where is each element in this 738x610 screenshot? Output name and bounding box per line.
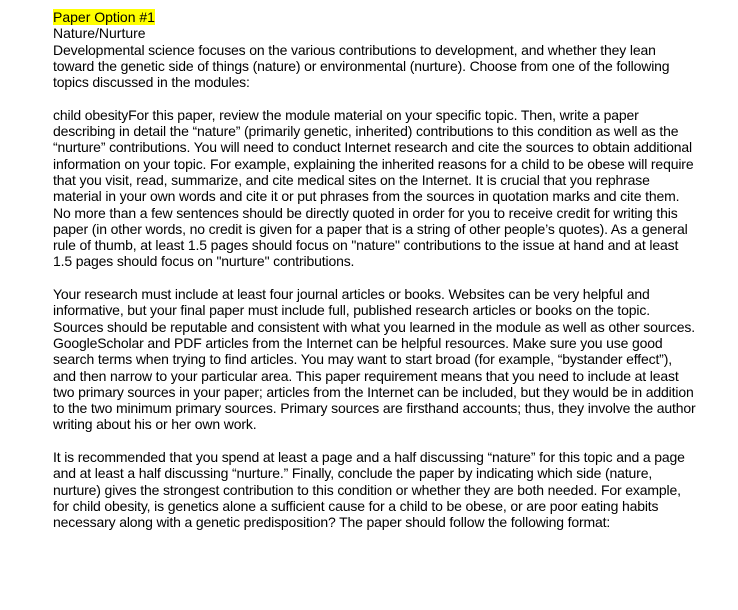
intro-paragraph: Developmental science focuses on the various contributions to development, and whether they lean toward the genetic side of things (nature) or environmental (nurture). Choose from one of the following topics discussed in the modules: (53, 41, 670, 91)
subtitle: Nature/Nurture (53, 25, 146, 42)
topic-paragraph: child obesityFor this paper, review the module material on your specific topic. Then, write a paper describing in detail the “nature” (primarily genetic, inherited) contributions to this condition as well as the “nurture” contributions. You will need to conduct Internet research and cite the sources to obtain additional information on your topic. For example, explaining the inherited reasons for a child to be obese will require that you visit, read, summarize, and cite medical sites on the Internet. It is crucial that you rephrase material in your own words and cite it or put phrases from the sources in quotation marks and cite them. No more than a few sentences should be directly quoted in order for you to receive credit for writing this paper (in other words, no credit is given for a paper that is a string of other people’s quotes). As a general rule of thumb, at least 1.5 pages should focus on "nature" contributions to the issue at hand and at least 1.5 pages should focus on "nurture" contributions. (53, 106, 694, 270)
option-title-line (53, 9, 698, 25)
recommendation-paragraph: It is recommended that you spend at least a page and a half discussing “nature” for this topic and a page and at least a half discussing “nurture.” Finally, conclude the paper by indicating which side (nature, nurture) gives the strongest contribution to this condition or whether they are both needed. For example, for child obesity, is genetics alone a sufficient cause for a child to be obese, or are poor eating habits necessary along with a genetic predisposition? The paper should follow the following format: (53, 449, 685, 531)
research-paragraph: Your research must include at least four journal articles or books. Websites can be very helpful and informative, but your final paper must include full, published research articles or books on the topic. Sources should be reputable and consistent with what you learned in the module as well as other sources. GoogleScholar and PDF articles from the Internet can be helpful resources. Make sure you use good search terms when trying to find articles. You may want to start broad (for example, “bystander effect”), and then narrow to your particular area. This paper requirement means that you need to include at least two primary sources in your paper; articles from the Internet can be included, but they would be in addition to the two minimum primary sources. Primary sources are firsthand accounts; thus, they involve the author writing about his or her own work. (53, 286, 696, 433)
option-title: Paper Option #1 (53, 9, 155, 25)
